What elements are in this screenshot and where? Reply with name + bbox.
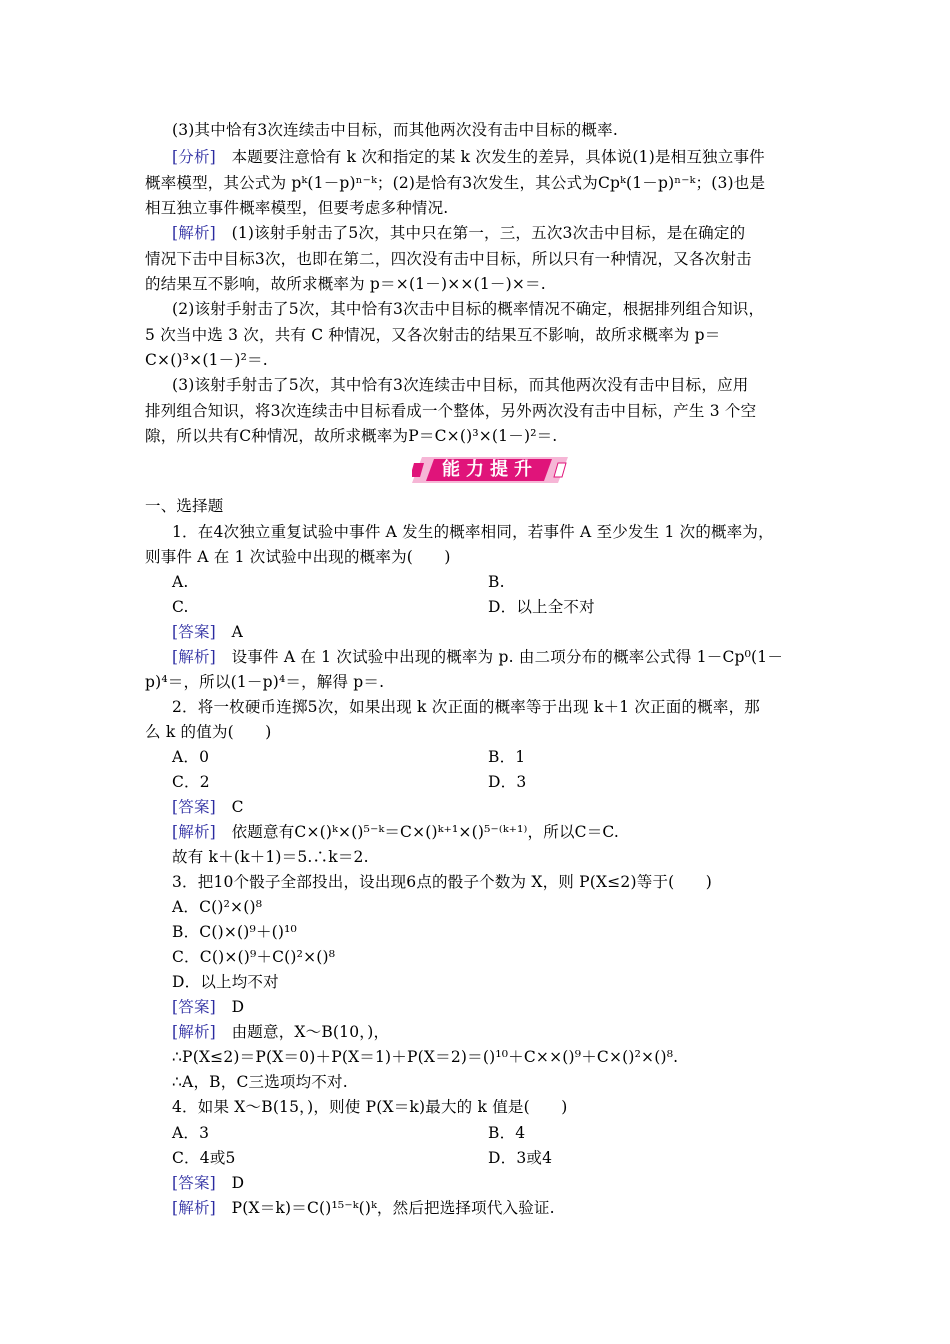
text-line: ∴P(X≤2)＝P(X＝0)＋P(X＝1)＋P(X＝2)＝()¹⁰＋C××()⁹＋C×()²×()⁸. <box>172 1048 679 1066</box>
option-a: A. <box>172 573 189 591</box>
text-line: (3)该射手射击了5次，其中恰有3次连续击中目标，而其他两次没有击中目标，应用 <box>172 376 749 394</box>
option-a: A．0 <box>172 748 210 766</box>
question-stem: 么 k 的值为( ) <box>145 723 272 741</box>
solution-line <box>172 1021 812 1043</box>
text-line: C×()³×(1－)²＝. <box>145 351 268 369</box>
answer-value: D <box>215 1174 245 1192</box>
text-line: 概率模型，其公式为 pᵏ(1－p)ⁿ⁻ᵏ；(2)是恰有3次发生，其公式为Cpᵏ(1－p)ⁿ⁻ᵏ；(3)也是 <box>145 174 766 192</box>
solution-line <box>172 821 812 843</box>
answer-line <box>172 996 812 1018</box>
text-line: ∴A，B，C三选项均不对. <box>172 1073 348 1091</box>
option-d: D．3或4 <box>488 1149 553 1167</box>
solution-tag: [解析] <box>172 648 216 666</box>
option-a: A．3 <box>172 1124 210 1142</box>
section-heading: 一、选择题 <box>145 497 224 515</box>
solution-tag: [解析] <box>172 823 216 841</box>
text-line: 依题意有C×()ᵏ×()⁵⁻ᵏ＝C×()ᵏ⁺¹×()⁵⁻⁽ᵏ⁺¹⁾，所以C＝C. <box>215 823 620 841</box>
option-b: B. <box>488 573 505 591</box>
option-row <box>172 771 812 793</box>
option-row <box>172 571 812 593</box>
answer-tag: [答案] <box>172 798 216 816</box>
text-line: (3)其中恰有3次连续击中目标，而其他两次没有击中目标的概率. <box>172 121 618 139</box>
text-line: 本题要注意恰有 k 次和指定的某 k 次发生的差异，具体说(1)是相互独立事件 <box>215 148 765 166</box>
option-d: D．以上全不对 <box>488 598 595 616</box>
answer-value: C <box>215 798 244 816</box>
option-row <box>172 746 812 768</box>
solution-tag: [解析] <box>172 1199 216 1217</box>
text-line: 由题意，X～B(10，)， <box>215 1023 390 1041</box>
text-line: 的结果互不影响，故所求概率为 p＝×(1－)××(1－)×＝. <box>145 275 546 293</box>
answer-line <box>172 796 812 818</box>
text-line: 相互独立事件概率模型，但要考虑多种情况. <box>145 199 449 217</box>
option-d: D．3 <box>488 773 527 791</box>
text-line: 情况下击中目标3次，也即在第二，四次没有击中目标，所以只有一种情况，又各次射击 <box>145 250 752 268</box>
option-c: C．2 <box>172 773 210 791</box>
question-stem: 1．在4次独立重复试验中事件 A 发生的概率相同，若事件 A 至少发生 1 次的概率为， <box>172 523 774 541</box>
solution-line <box>172 222 812 244</box>
solution-line <box>172 646 812 668</box>
option-c: C．4或5 <box>172 1149 236 1167</box>
text-line: 5 次当中选 3 次，共有 C 种情况，又各次射击的结果互不影响，故所求概率为 p＝ <box>145 326 721 344</box>
solution-line <box>172 1197 812 1219</box>
option-b: B．C()×()⁹＋()¹⁰ <box>172 923 297 941</box>
text-line: 设事件 A 在 1 次试验中出现的概率为 p. 由二项分布的概率公式得 1－Cp⁰(1－ <box>215 648 784 666</box>
option-row <box>172 596 812 618</box>
answer-line <box>172 621 812 643</box>
solution-tag: [解析] <box>172 1023 216 1041</box>
text-line: 排列组合知识，将3次连续击中目标看成一个整体，另外两次没有击中目标，产生 3 个空 <box>145 402 757 420</box>
option-b: B．1 <box>488 748 526 766</box>
text-line: (1)该射手射击了5次，其中只在第一，三，五次3次击中目标，是在确定的 <box>215 224 746 242</box>
text-line: 隙，所以共有C种情况，故所求概率为P＝C×()³×(1－)²＝. <box>145 427 558 445</box>
text-line: 故有 k＋(k＋1)＝5.∴k＝2. <box>172 848 369 866</box>
solution-tag: [解析] <box>172 224 216 242</box>
analysis-line <box>172 146 812 168</box>
option-d: D．以上均不对 <box>172 973 279 991</box>
answer-tag: [答案] <box>172 998 216 1016</box>
text-line: p)⁴＝，所以(1－p)⁴＝，解得 p＝. <box>145 673 385 691</box>
option-c: C．C()×()⁹＋C()²×()⁸ <box>172 948 336 966</box>
answer-line <box>172 1172 812 1194</box>
option-row <box>172 1122 812 1144</box>
banner-title: 能力提升 <box>442 459 538 480</box>
question-stem: 4．如果 X～B(15，)，则使 P(X＝k)最大的 k 值是( ) <box>172 1098 568 1116</box>
answer-value: D <box>215 998 245 1016</box>
option-c: C. <box>172 598 189 616</box>
answer-tag: [答案] <box>172 1174 216 1192</box>
question-stem: 3．把10个骰子全部投出，设出现6点的骰子个数为 X，则 P(X≤2)等于( ) <box>172 873 713 891</box>
answer-tag: [答案] <box>172 623 216 641</box>
option-b: B．4 <box>488 1124 526 1142</box>
section-banner <box>412 455 568 485</box>
analysis-tag: [分析] <box>172 148 216 166</box>
option-row <box>172 1147 812 1169</box>
question-stem: 则事件 A 在 1 次试验中出现的概率为( ) <box>145 548 451 566</box>
answer-value: A <box>215 623 243 641</box>
option-a: A．C()²×()⁸ <box>172 898 263 916</box>
question-stem: 2．将一枚硬币连掷5次，如果出现 k 次正面的概率等于出现 k＋1 次正面的概率，那 <box>172 698 760 716</box>
text-line: (2)该射手射击了5次，其中恰有3次击中目标的概率情况不确定，根据排列组合知识， <box>172 300 765 318</box>
text-line: P(X＝k)＝C()¹⁵⁻ᵏ()ᵏ，然后把选择项代入验证. <box>215 1199 555 1217</box>
